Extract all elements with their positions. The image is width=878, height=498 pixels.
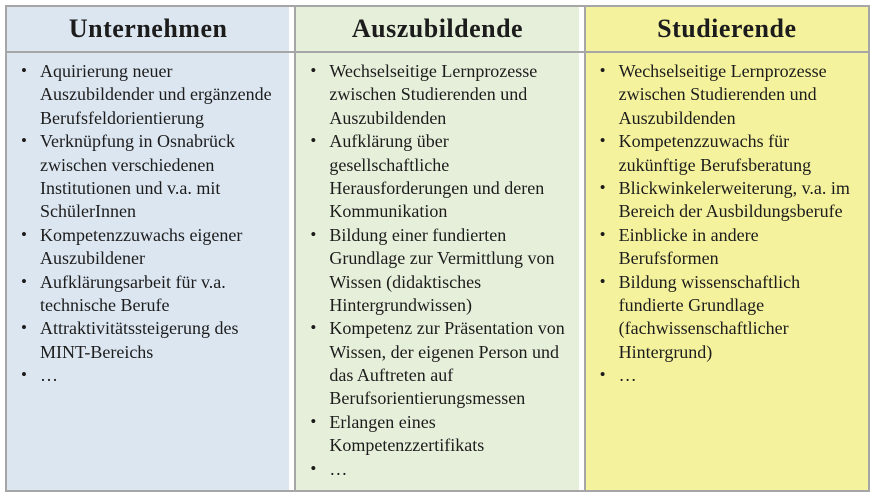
table-body-row	[7, 53, 868, 490]
list-item: • Kompetenzzuwachs eigener Auszubildener	[13, 224, 283, 271]
list-item: • …	[302, 458, 572, 481]
list-item: • Kompetenzzuwachs für zukünftige Berufsberatung	[592, 130, 862, 177]
header-label-unternehmen: Unternehmen	[68, 14, 228, 43]
list-item: • Einblicke in andere Berufsformen	[592, 224, 862, 271]
list-item: • Blickwinkelerweiterung, v.a. im Bereich der Ausbildungsberufe	[592, 177, 862, 224]
list-item: • Erlangen eines Kompetenzzertifikats	[302, 411, 572, 458]
list-item: • Kompetenz zur Präsentation von Wissen, der eigenen Person und das Auftreten auf Berufsorientierungsmessen	[302, 317, 572, 411]
list-item: • Aufklärung über gesellschaftliche Herausforderungen und deren Kommunikation	[302, 130, 572, 224]
three-column-table	[5, 5, 870, 492]
table-header-row	[7, 7, 868, 51]
list-item: • …	[13, 364, 283, 387]
bullet-list-auszubildende	[302, 60, 572, 481]
bullet-list-unternehmen	[13, 60, 283, 387]
list-item: • Wechselseitige Lernprozesse zwischen Studierenden und Auszubildenden	[302, 60, 572, 130]
header-label-auszubildende: Auszubildende	[351, 14, 524, 43]
header-cell-studierende	[584, 7, 868, 51]
list-item: • Bildung einer fundierten Grundlage zur Vermittlung von Wissen (didaktisches Hintergrundwissen)	[302, 224, 572, 318]
body-cell-auszubildende	[294, 53, 578, 490]
list-item: • Bildung wissenschaftlich fundierte Grundlage (fachwissenschaftlicher Hintergrund)	[592, 271, 862, 365]
list-item: • Verknüpfung in Osnabrück zwischen verschiedenen Institutionen und v.a. mit SchülerInnen	[13, 130, 283, 224]
header-cell-unternehmen	[7, 7, 289, 51]
list-item: • Aquirierung neuer Auszubildender und ergänzende Berufsfeldorientierung	[13, 60, 283, 130]
body-cell-unternehmen	[7, 53, 289, 490]
list-item: • Aufklärungsarbeit für v.a. technische Berufe	[13, 271, 283, 318]
header-cell-auszubildende	[294, 7, 578, 51]
list-item: • Wechselseitige Lernprozesse zwischen Studierenden und Auszubildenden	[592, 60, 862, 130]
body-cell-studierende	[584, 53, 868, 490]
list-item: • Attraktivitätssteigerung des MINT-Bereichs	[13, 317, 283, 364]
list-item: • …	[592, 364, 862, 387]
bullet-list-studierende	[592, 60, 862, 387]
header-label-studierende: Studierende	[657, 14, 797, 43]
